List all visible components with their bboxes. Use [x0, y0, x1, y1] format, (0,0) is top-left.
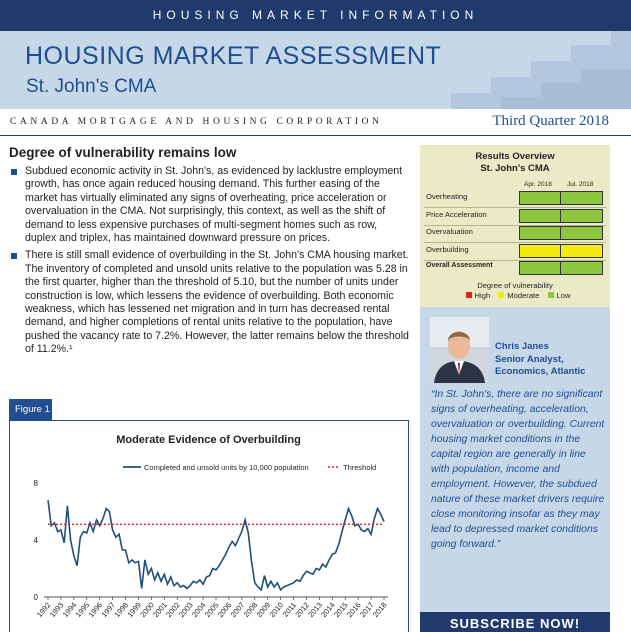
results-title — [420, 151, 610, 175]
bullet-item — [9, 249, 409, 356]
x-tick-label: 2010 — [267, 600, 286, 620]
results-row-indicator — [519, 191, 603, 205]
results-title-line1: Results Overview — [475, 151, 555, 162]
x-tick-label: 2001 — [151, 600, 169, 620]
results-row-indicator — [519, 209, 603, 223]
bullet-text: There is still small evidence of overbuilding in the St. John's CMA housing market. The inventory of completed and unsold units relative to the population was 5.28 in the first quarter, higher than the threshold of 5.10, but the number of units under construction is low, which lessens the evidence of overbuilding. Both economic weakness, which has lessened net migration and in turn has decreased rental demand, and higher completions of rental units relative to the population, have pushed the vacancy rate to 7.2%. However, the latter remains below the threshold of 11.2%.¹ — [25, 249, 409, 356]
legend-label-threshold: Threshold — [343, 463, 377, 472]
indicator-cell-apr — [520, 245, 561, 257]
x-tick-label: 2018 — [370, 600, 389, 620]
x-tick-label: 1992 — [34, 600, 53, 620]
legend-label-low: Low — [556, 291, 571, 300]
results-title-line2: St. John's CMA — [480, 163, 550, 174]
analyst-name: Chris Janes — [495, 341, 549, 352]
analyst-photo — [430, 317, 489, 383]
results-row-indicator — [519, 261, 603, 275]
x-tick-label: 2006 — [215, 600, 234, 620]
x-tick-label: 2011 — [280, 600, 299, 619]
x-tick-label: 2008 — [241, 600, 260, 620]
legend-swatch-high — [466, 292, 472, 298]
x-tick-label: 2004 — [189, 600, 208, 620]
y-tick-label: 4 — [33, 536, 38, 545]
indicator-cell-jul — [561, 210, 602, 222]
results-row-indicator — [519, 244, 603, 258]
indicator-cell-apr — [520, 192, 561, 204]
bullet-square-icon — [11, 253, 17, 259]
column-header-apr: Apr. 2018 — [524, 181, 552, 188]
legend-label-high: High — [474, 291, 491, 300]
y-tick-label: 8 — [33, 479, 38, 488]
results-row-label: Overbuilding — [426, 244, 469, 254]
bullet-list — [9, 165, 409, 361]
page-subtitle: St. John's CMA — [26, 76, 157, 97]
corporation-name: CANADA MORTGAGE AND HOUSING CORPORATION — [10, 117, 383, 127]
legend-label-moderate: Moderate — [507, 291, 540, 300]
x-tick-label: 2014 — [319, 600, 337, 620]
subscribe-button[interactable]: SUBSCRIBE NOW! — [420, 612, 610, 632]
line-chart — [10, 421, 407, 631]
indicator-cell-apr — [520, 227, 561, 239]
x-tick-label: 2015 — [332, 600, 350, 620]
bullet-text: Subdued economic activity in St. John's, as evidenced by lacklustre employment growth, has once again reduced housing demand. This further easing of the market has virtually eliminated any signs of overheating, price acceleration or overvaluation in the CMA. Not surprisingly, this context, as well as the shift of demand to less expensive purchases of multi-segment homes such as row, duplex and triplex, has maintained downward pressure on prices. — [25, 165, 403, 245]
bullet-item — [9, 165, 409, 245]
x-tick-label: 1993 — [47, 600, 66, 620]
chart-title: Moderate Evidence of Overbuilding — [116, 434, 301, 446]
legend-swatch-low — [548, 292, 554, 298]
analyst-quote: “In St. John's, there are no significant signs of overheating, acceleration, overvaluation or overbuilding. Current housing market conditions in the capital region are generally in line with population, income and employment. However, the subdued nature of these market drivers require close monitoring insofar as they may lead to depressed market conditions going forward.” — [431, 389, 605, 550]
x-tick-label: 2016 — [345, 600, 363, 620]
indicator-cell-jul — [561, 245, 602, 257]
x-tick-label: 2012 — [293, 600, 311, 620]
analyst-quote-box — [420, 307, 610, 632]
degree-label: Degree of vulnerability — [477, 281, 553, 290]
x-tick-label: 2007 — [228, 600, 247, 620]
x-tick-label: 1996 — [86, 600, 105, 620]
x-tick-label: 2013 — [306, 600, 324, 620]
analyst-role: Senior Analyst, — [495, 353, 564, 365]
indicator-cell-apr — [520, 262, 561, 274]
x-tick-label: 2002 — [164, 600, 182, 620]
results-row-label: Overvaluation — [426, 227, 473, 236]
header-divider — [0, 135, 631, 136]
legend-swatch-moderate — [498, 292, 504, 298]
section-heading: Degree of vulnerability remains low — [9, 145, 237, 160]
x-tick-label: 1999 — [125, 600, 143, 620]
x-tick-label: 2005 — [202, 600, 221, 620]
results-overview — [420, 145, 610, 307]
y-tick-label: 0 — [33, 593, 38, 602]
x-tick-label: 2017 — [357, 600, 376, 620]
results-row-label: Overall Assessment — [426, 262, 493, 269]
indicator-cell-jul — [561, 262, 602, 274]
x-tick-label: 2009 — [254, 600, 273, 620]
indicator-cell-jul — [561, 192, 602, 204]
results-row-indicator — [519, 226, 603, 240]
indicator-cell-jul — [561, 227, 602, 239]
report-period: Third Quarter 2018 — [492, 113, 609, 129]
indicator-cell-apr — [520, 210, 561, 222]
banner: HOUSING MARKET INFORMATION — [0, 0, 631, 31]
figure-box — [9, 420, 409, 632]
analyst-division: Economics, Atlantic — [495, 366, 586, 377]
column-header-jul: Jul. 2018 — [567, 181, 594, 188]
x-tick-label: 1997 — [99, 600, 118, 620]
x-tick-label: 1998 — [112, 600, 131, 620]
page-title: HOUSING MARKET ASSESSMENT — [25, 42, 442, 70]
x-tick-label: 1994 — [60, 600, 79, 620]
vulnerability-legend — [420, 291, 610, 300]
analyst-info — [495, 341, 585, 379]
results-row-label: Price Acceleration — [426, 209, 487, 219]
figure-label: Figure 1 — [9, 399, 52, 420]
inventory-series-line — [48, 500, 384, 590]
x-tick-label: 2000 — [138, 600, 156, 620]
bullet-square-icon — [11, 169, 17, 175]
legend-label-inventory: Completed and unsold units by 10,000 population — [144, 463, 309, 472]
title-block — [0, 31, 631, 109]
results-row-label: Overheating — [426, 192, 468, 201]
x-tick-label: 1995 — [73, 600, 92, 620]
x-tick-label: 2003 — [177, 600, 195, 620]
stairs-graphic — [391, 31, 631, 109]
